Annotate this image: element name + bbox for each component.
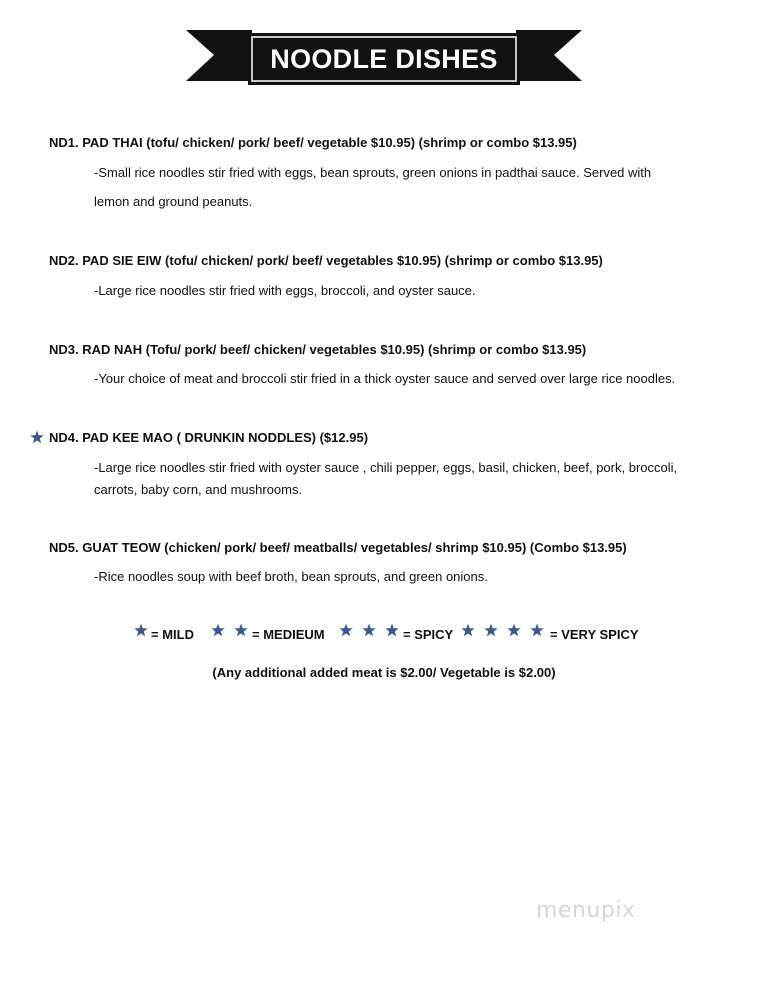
menu-item-title-nd2: ND2. PAD SIE EIW (tofu/ chicken/ pork/ beef/ vegetables $10.95) (shrimp or combo $13.95) xyxy=(49,253,603,268)
additional-charge-note: (Any additional added meat is $2.00/ Vegetable is $2.00) xyxy=(212,665,556,680)
legend-label-very-spicy: = VERY SPICY xyxy=(550,627,639,642)
watermark-logo: menupix xyxy=(536,898,636,923)
spicy-star-icon xyxy=(339,623,353,637)
very-spicy-star-icon xyxy=(484,623,498,637)
menu-item-title-nd1: ND1. PAD THAI (tofu/ chicken/ pork/ beef/ vegetable $10.95) (shrimp or combo $13.95) xyxy=(49,135,577,150)
menu-item-description-nd3: -Your choice of meat and broccoli stir fried in a thick oyster sauce and served over large rice noodles. xyxy=(94,371,676,386)
spicy-star-icon xyxy=(362,623,376,637)
mild-star-icon xyxy=(134,623,148,637)
legend-label-medium: = MEDIEUM xyxy=(252,627,325,642)
menu-item-description-nd2: -Large rice noodles stir fried with eggs, broccoli, and oyster sauce. xyxy=(94,283,476,298)
legend-label-mild: = MILD xyxy=(151,627,194,642)
menu-item-description-nd1: -Small rice noodles stir fried with eggs, bean sprouts, green onions in padthai sauce. Served with xyxy=(94,165,652,180)
medium-star-icon xyxy=(234,623,248,637)
spicy-star-icon xyxy=(385,623,399,637)
page-title: NOODLE DISHES xyxy=(270,43,498,74)
menu-item-description-nd1-cont: lemon and ground peanuts. xyxy=(94,194,253,209)
title-banner xyxy=(186,27,582,89)
menu-item-title-nd5: ND5. GUAT TEOW (chicken/ pork/ beef/ meatballs/ vegetables/ shrimp $10.95) (Combo $13.95) xyxy=(49,540,627,555)
menu-item-description-nd4: -Large rice noodles stir fried with oyster sauce , chili pepper, eggs, basil, chicken, beef, pork, broccoli, xyxy=(94,460,678,475)
very-spicy-star-icon xyxy=(507,623,521,637)
spice-star-icon xyxy=(30,430,44,444)
medium-star-icon xyxy=(211,623,225,637)
menu-item-description-nd4-cont: carrots, baby corn, and mushrooms. xyxy=(94,482,303,497)
very-spicy-star-icon xyxy=(530,623,544,637)
menu-item-description-nd5: -Rice noodles soup with beef broth, bean sprouts, and green onions. xyxy=(94,569,488,584)
legend-label-spicy: = SPICY xyxy=(403,627,454,642)
menu-item-title-nd4: ND4. PAD KEE MAO ( DRUNKIN NODDLES) ($12.95) xyxy=(49,430,369,445)
menu-item-title-nd3: ND3. RAD NAH (Tofu/ pork/ beef/ chicken/ vegetables $10.95) (shrimp or combo $13.95) xyxy=(49,342,587,357)
very-spicy-star-icon xyxy=(461,623,475,637)
